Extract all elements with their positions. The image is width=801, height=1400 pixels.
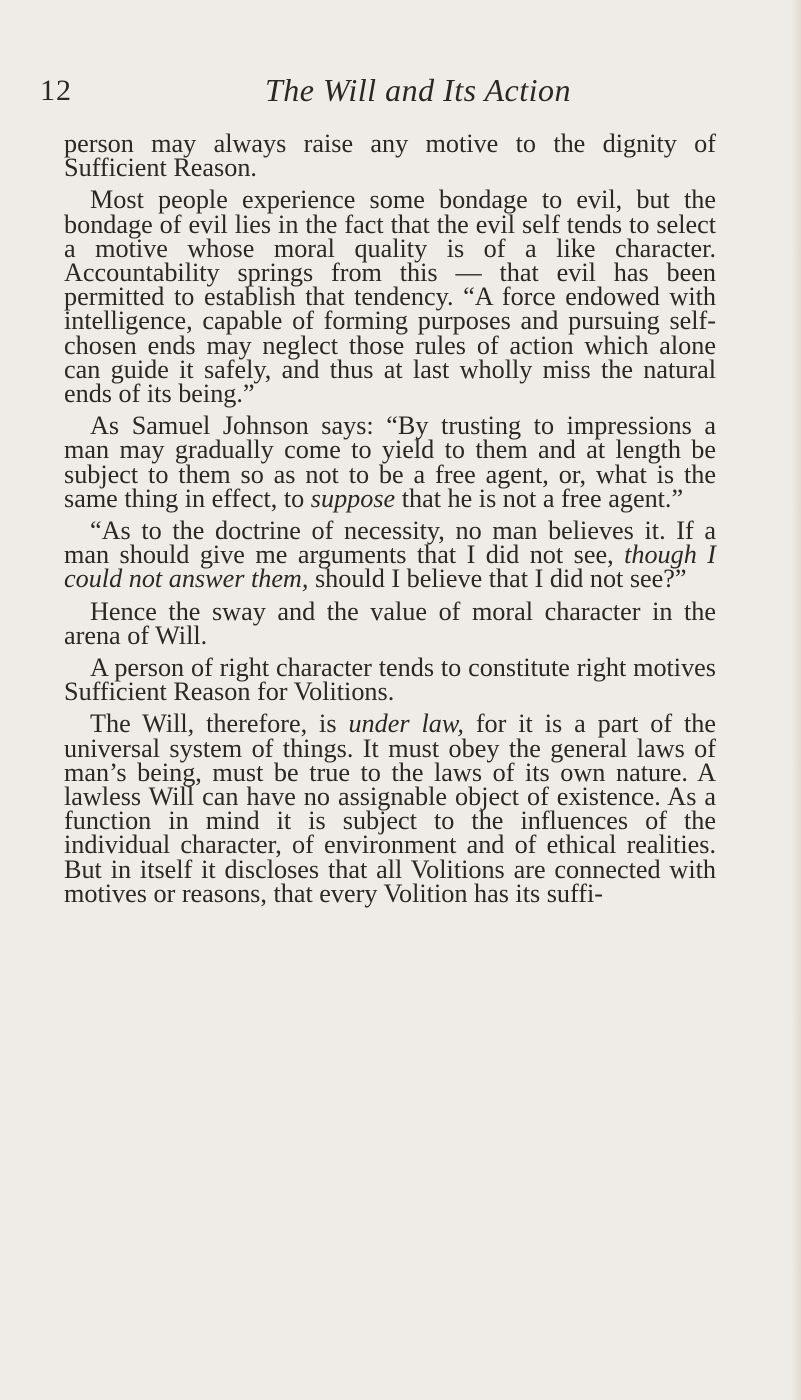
- paragraph-6: A person of right character tends to constitute right motives Sufficient Reason for Volitions.: [64, 653, 716, 707]
- paragraph-4-text-after: should I believe that I did not see?”: [308, 564, 687, 594]
- running-title: The Will and Its Action: [265, 72, 572, 108]
- paragraph-3-text-before: As Samuel Johnson says: “By trusting to impressions a man may gradually come to yield to them and at length be subject to them so as not to be a free agent, or, what is the same thing in effect, to: [64, 411, 716, 513]
- paragraph-4-emphasis: though I could not answer them,: [64, 540, 716, 594]
- paragraph-7: [64, 709, 716, 908]
- paragraph-7-text-before: The Will, therefore, is: [90, 709, 349, 739]
- paragraph-3: [64, 411, 716, 513]
- paragraph-3-text-after: that he is not a free agent.”: [395, 483, 684, 513]
- paragraph-4-text-before: “As to the doctrine of necessity, no man believes it. If a man should give me arguments that I did not see,: [64, 516, 716, 570]
- paragraph-7-text-after: for it is a part of the universal system of things. It must obey the general laws of man’s being, must be true to the laws of its own nature. A lawless Will can have no assignable object of existence. As a function in mind it is subject to the influences of the individual character, of environment and of ethical realities. But in itself it discloses that all Volitions are connected with motives or reasons, that every Volition has its suffi-: [64, 709, 716, 908]
- page-edge-shadow: [791, 0, 801, 1400]
- body-text: [64, 129, 716, 914]
- page-header: [40, 74, 740, 114]
- paragraph-2: Most people experience some bondage to evil, but the bondage of evil lies in the fact that the evil self tends to select a motive whose moral quality is of a like character. Accountability springs from this — that evil has been permitted to establish that tendency. “A force endowed with intelligence, capable of forming purposes and pursuing self-chosen ends may neglect those rules of action which alone can guide it safely, and thus at last wholly miss the natural ends of its being.”: [64, 185, 716, 409]
- paragraph-4: [64, 516, 716, 594]
- paragraph-1: person may always raise any motive to the dignity of Sufficient Reason.: [64, 129, 716, 183]
- page-number: 12: [40, 74, 72, 107]
- paragraph-5: Hence the sway and the value of moral character in the arena of Will.: [64, 596, 716, 650]
- paragraph-3-emphasis: suppose: [310, 483, 396, 513]
- paragraph-7-emphasis: under law,: [348, 709, 464, 739]
